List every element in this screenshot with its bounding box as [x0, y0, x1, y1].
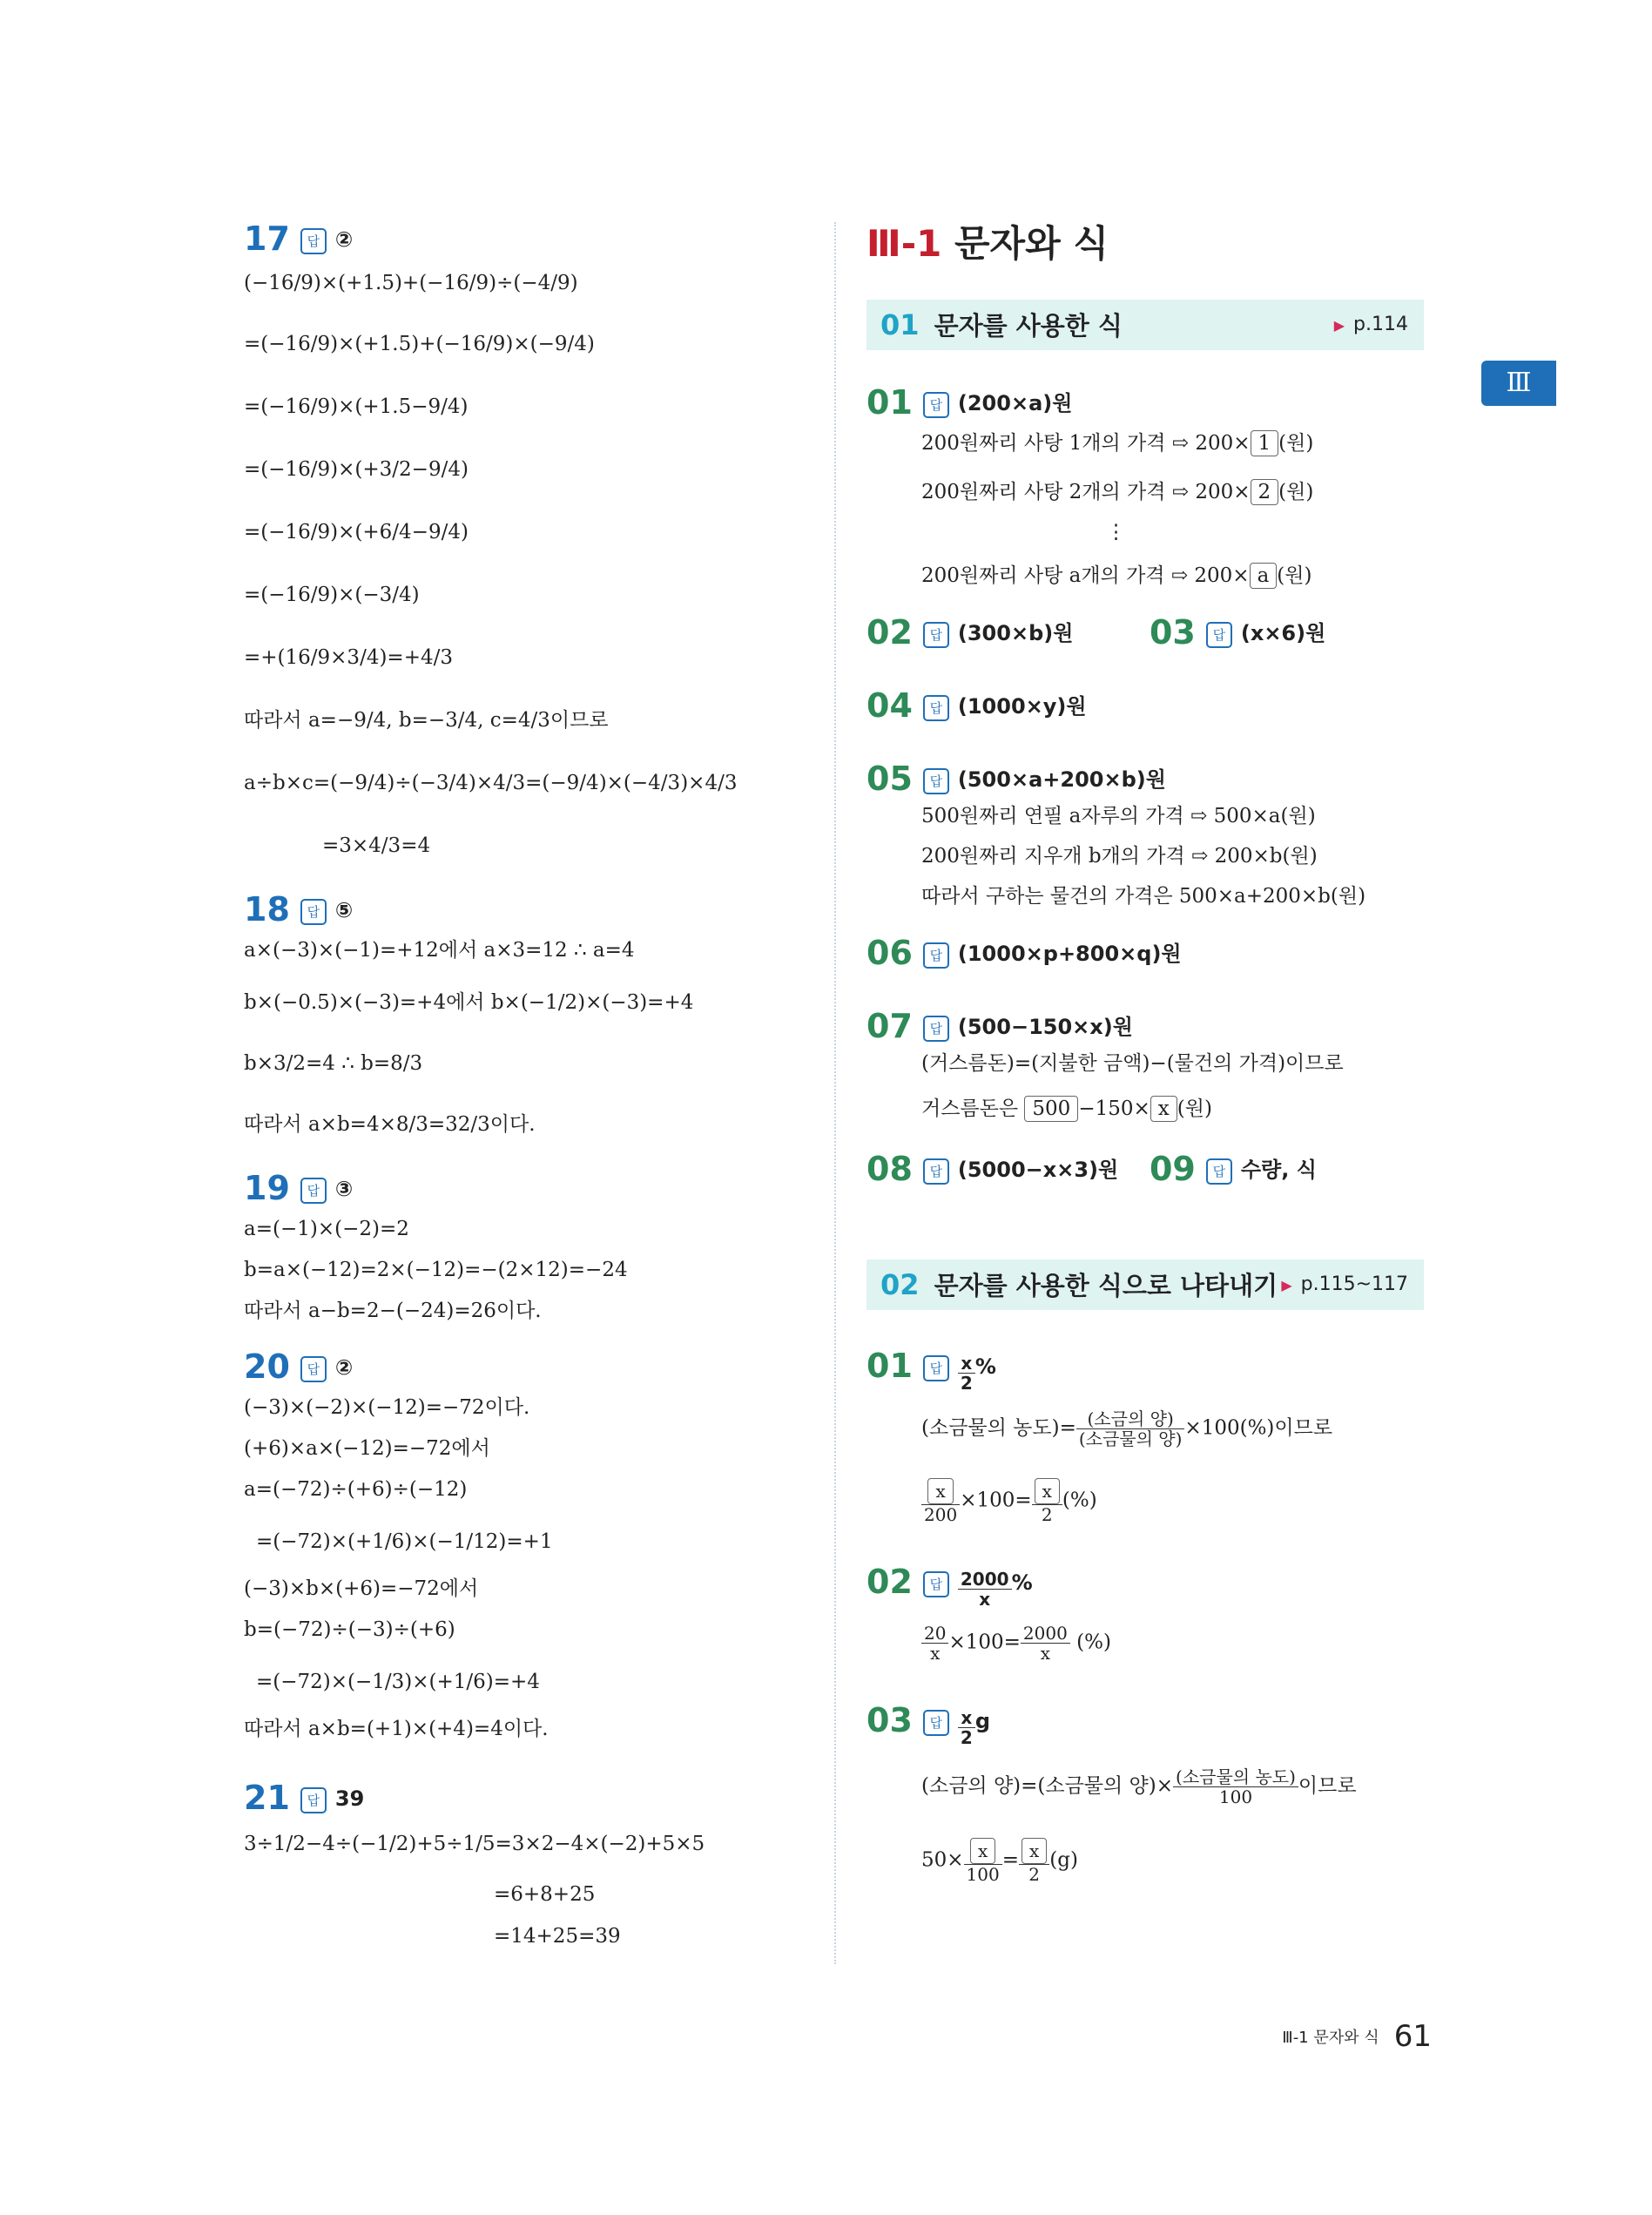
line-text: (소금물의 농도)=	[921, 1416, 1076, 1440]
chapter-number: -1	[900, 222, 942, 265]
answer-box: x	[1022, 1838, 1047, 1864]
fraction	[1019, 1838, 1049, 1884]
problem-18	[244, 888, 801, 1167]
answer-badge: 답	[923, 768, 949, 794]
solution-line	[866, 1096, 1424, 1122]
solution-line: (−3)×b×(+6)=−72에서	[244, 1577, 479, 1600]
page-reference-link[interactable]	[1281, 1259, 1408, 1311]
numerator: (소금물의 농도)	[1173, 1767, 1298, 1787]
numerator: 2000	[1021, 1624, 1070, 1644]
section-header-02	[866, 1259, 1424, 1310]
solution-line: 3÷1/2−4÷(−1/2)+5÷1/5=3×2−4×(−2)+5×5	[244, 1833, 705, 1855]
fraction	[1032, 1478, 1062, 1524]
question-number: 01	[866, 383, 913, 422]
question-2-03	[866, 1699, 1424, 1884]
fraction	[921, 1624, 948, 1663]
question-2-01	[866, 1345, 1424, 1524]
solution-line: b×3/2=4 ∴ b=8/3	[244, 1052, 423, 1075]
fraction	[1076, 1409, 1185, 1449]
question-number: 04	[866, 686, 913, 725]
chapter-title	[866, 218, 1424, 270]
denominator: 2	[1028, 1864, 1041, 1885]
solution-line	[866, 1409, 1424, 1449]
line-text: 200원짜리 사탕 1개의 가격 ⇨ 200×	[921, 432, 1251, 455]
answer-text: ②	[334, 227, 354, 252]
triangle-icon: ▶	[1333, 317, 1345, 334]
question-number: 06	[866, 934, 913, 972]
solution-line: =+(16/9×3/4)=+4/3	[244, 646, 453, 669]
chapter-roman: Ⅲ	[866, 222, 901, 265]
answer-badge: 답	[923, 695, 949, 721]
answer-text: (300×b)원	[957, 621, 1074, 645]
problem-number: 19	[244, 1169, 290, 1207]
unit-text: (g)	[1049, 1848, 1078, 1872]
unit-text: (원)	[1277, 564, 1312, 587]
question-number: 02	[866, 613, 913, 652]
answer-text: ③	[334, 1177, 354, 1201]
answer-badge: 답	[300, 899, 327, 925]
page-number: 61	[1393, 2019, 1432, 2054]
solution-line: b×(−0.5)×(−3)=+4에서 b×(−1/2)×(−3)=+4	[244, 991, 694, 1014]
answer-fraction	[958, 1708, 975, 1747]
line-text: 200원짜리 사탕 a개의 가격 ⇨ 200×	[921, 564, 1250, 587]
answer-badge: 답	[923, 1710, 949, 1736]
answer-text: (500×a+200×b)원	[957, 767, 1166, 792]
solution-line: a=(−72)÷(+6)÷(−12)	[244, 1478, 468, 1501]
solution-line: =(−72)×(+1/6)×(−1/12)=+1	[256, 1530, 553, 1553]
question-04	[866, 685, 1424, 726]
question-2-02	[866, 1561, 1424, 1663]
footer-roman: Ⅲ	[1282, 2029, 1293, 2047]
solution-line	[866, 479, 1424, 505]
unit-text: %	[974, 1354, 996, 1379]
answer-text: 수량, 식	[1240, 1158, 1317, 1182]
solution-line: (거스름돈)=(지불한 금액)−(물건의 가격)이므로	[921, 1052, 1344, 1075]
answer-fraction	[958, 1570, 1012, 1609]
answer-text: ⑤	[334, 898, 354, 922]
problem-19	[244, 1167, 801, 1346]
question-number: 03	[866, 1701, 913, 1739]
answer-box: a	[1250, 563, 1278, 589]
fraction	[1173, 1767, 1298, 1806]
solution-line	[866, 1624, 1424, 1663]
footer-label	[1282, 2029, 1379, 2047]
denominator: x	[930, 1643, 941, 1664]
denominator: (소금물의 양)	[1078, 1428, 1183, 1449]
problem-number: 18	[244, 890, 290, 929]
section-title: 문자를 사용한 식	[934, 311, 1123, 341]
problem-20	[244, 1346, 801, 1777]
line-text: ×100=	[948, 1631, 1021, 1654]
solution-line: a=(−1)×(−2)=2	[244, 1218, 409, 1240]
column-divider	[834, 222, 836, 1964]
question-05	[866, 758, 1424, 909]
question-number: 05	[866, 760, 913, 798]
solution-line: =(−72)×(−1/3)×(+1/6)=+4	[256, 1671, 540, 1693]
question-07	[866, 1005, 1424, 1122]
answer-badge: 답	[923, 942, 949, 969]
answer-badge: 답	[923, 1571, 949, 1597]
answer-badge: 답	[300, 228, 327, 254]
answer-text: (1000×p+800×q)원	[957, 942, 1182, 966]
line-text: ×100=	[960, 1489, 1032, 1512]
ellipsis: ⋮	[1106, 521, 1126, 544]
answer-badge: 답	[300, 1356, 327, 1382]
answer-text: (5000−x×3)원	[957, 1158, 1119, 1182]
section-header-01	[866, 300, 1424, 350]
unit-text: (%)	[1062, 1489, 1097, 1512]
solution-line: =(−16/9)×(+3/2−9/4)	[244, 458, 469, 481]
line-text: ×100(%)이므로	[1184, 1416, 1333, 1440]
line-text: 이므로	[1298, 1774, 1357, 1798]
solution-line: 500원짜리 연필 a자루의 가격 ⇨ 500×a(원)	[921, 805, 1316, 827]
line-text: −150×	[1078, 1097, 1150, 1120]
answer-badge: 답	[300, 1787, 327, 1813]
answer-fraction	[958, 1354, 975, 1393]
answer-text: (200×a)원	[957, 391, 1073, 415]
solution-line: 따라서 a−b=2−(−24)=26이다.	[244, 1300, 542, 1322]
problem-number: 20	[244, 1347, 290, 1386]
numerator: x	[958, 1354, 975, 1374]
solution-line	[866, 563, 1424, 589]
solution-line: a÷b×c=(−9/4)÷(−3/4)×4/3=(−9/4)×(−4/3)×4/3	[244, 772, 738, 794]
question-number: 02	[866, 1563, 913, 1601]
answer-box: x	[927, 1478, 953, 1504]
solution-line: (+6)×a×(−12)=−72에서	[244, 1437, 490, 1460]
page-reference: p.114	[1353, 314, 1408, 335]
answer-text: ②	[334, 1355, 354, 1380]
answer-text: 39	[334, 1786, 365, 1811]
solution-line: 200원짜리 지우개 b개의 가격 ⇨ 200×b(원)	[921, 845, 1318, 868]
solution-line: =(−16/9)×(+1.5−9/4)	[244, 395, 469, 418]
answer-box: 2	[1251, 479, 1279, 505]
line-text: 200원짜리 사탕 2개의 가격 ⇨ 200×	[921, 481, 1251, 503]
denominator: 200	[924, 1504, 958, 1525]
solution-line: 따라서 a×b=(+1)×(+4)=4이다.	[244, 1718, 549, 1740]
left-column	[244, 218, 801, 1949]
solution-line	[866, 1767, 1424, 1806]
section-number: 02	[880, 1268, 920, 1301]
denominator: 100	[966, 1864, 1000, 1885]
unit-text: (원)	[1278, 432, 1314, 455]
problem-number: 21	[244, 1779, 290, 1817]
line-text: (소금의 양)=(소금물의 양)×	[921, 1774, 1174, 1798]
page-reference-link[interactable]	[1334, 300, 1408, 351]
answer-text: (x×6)원	[1240, 621, 1326, 645]
question-number: 01	[866, 1347, 913, 1385]
footer-chapter: -1 문자와 식	[1292, 2029, 1379, 2047]
answer-badge: 답	[923, 1016, 949, 1042]
answer-box: 1	[1251, 430, 1279, 456]
answer-badge: 답	[923, 622, 949, 648]
question-02-03	[866, 611, 1424, 653]
fraction	[964, 1838, 1002, 1884]
solution-line: 따라서 a=−9/4, b=−3/4, c=4/3이므로	[244, 709, 609, 732]
question-06	[866, 932, 1424, 974]
solution-line: b=a×(−12)=2×(−12)=−(2×12)=−24	[244, 1259, 628, 1281]
question-number: 09	[1149, 1150, 1196, 1188]
denominator: x	[1040, 1643, 1050, 1664]
solution-line: =14+25=39	[494, 1925, 621, 1948]
line-text: 50×	[921, 1848, 964, 1872]
solution-line	[866, 430, 1424, 456]
solution-line: =(−16/9)×(+1.5)+(−16/9)×(−9/4)	[244, 333, 595, 355]
denominator: x	[979, 1589, 991, 1610]
question-01	[866, 382, 1424, 589]
solution-line	[866, 1838, 1424, 1884]
question-08-09	[866, 1148, 1424, 1190]
denominator: 2	[960, 1373, 973, 1394]
numerator: 2000	[958, 1570, 1012, 1590]
question-number: 03	[1149, 613, 1196, 652]
fraction	[921, 1478, 960, 1524]
chapter-side-tab[interactable]: Ⅲ	[1481, 361, 1556, 406]
answer-box: x	[970, 1838, 995, 1864]
denominator: 2	[960, 1727, 973, 1748]
answer-badge: 답	[1206, 1158, 1232, 1185]
unit-text: (원)	[1177, 1097, 1212, 1120]
triangle-icon: ▶	[1281, 1277, 1292, 1293]
solution-line: b=(−72)÷(−3)÷(+6)	[244, 1618, 455, 1641]
problem-number: 17	[244, 219, 290, 258]
answer-badge: 답	[923, 392, 949, 418]
answer-text: (500−150×x)원	[957, 1015, 1133, 1039]
answer-badge: 답	[923, 1355, 949, 1381]
solution-line: 따라서 구하는 물건의 가격은 500×a+200×b(원)	[921, 885, 1366, 908]
answer-text: (1000×y)원	[957, 694, 1087, 719]
line-text: =	[1001, 1848, 1020, 1872]
solution-line: =(−16/9)×(−3/4)	[244, 584, 420, 606]
unit-text: %	[1011, 1570, 1033, 1595]
solution-line: (−16/9)×(+1.5)+(−16/9)÷(−4/9)	[244, 272, 578, 294]
unit-text: g	[974, 1709, 990, 1733]
solution-line: =6+8+25	[494, 1883, 596, 1906]
right-column	[866, 218, 1424, 1884]
answer-badge: 답	[300, 1178, 327, 1204]
denominator: 2	[1041, 1504, 1053, 1525]
solution-line: =(−16/9)×(+6/4−9/4)	[244, 521, 469, 544]
answer-badge: 답	[1206, 622, 1232, 648]
fraction	[1021, 1624, 1070, 1663]
answer-box: 500	[1024, 1096, 1078, 1122]
solution-line: a×(−3)×(−1)=+12에서 a×3=12 ∴ a=4	[244, 939, 635, 962]
solution-line: 따라서 a×b=4×8/3=32/3이다.	[244, 1113, 536, 1136]
question-number: 07	[866, 1007, 913, 1045]
chapter-name: 문자와 식	[954, 222, 1109, 265]
denominator: 100	[1218, 1786, 1253, 1807]
unit-text: (%)	[1069, 1631, 1111, 1654]
numerator: (소금의 양)	[1076, 1409, 1185, 1429]
problem-17	[244, 218, 801, 888]
solution-line	[866, 1478, 1424, 1524]
unit-text: (원)	[1278, 481, 1314, 503]
question-number: 08	[866, 1150, 913, 1188]
page-reference: p.115~117	[1300, 1273, 1408, 1295]
solution-line: (−3)×(−2)×(−12)=−72이다.	[244, 1396, 530, 1419]
answer-box: x	[1150, 1096, 1177, 1122]
numerator: 20	[921, 1624, 948, 1644]
line-text: 거스름돈은	[921, 1097, 1025, 1120]
section-number: 01	[880, 308, 920, 341]
numerator: x	[958, 1708, 975, 1728]
problem-21	[244, 1777, 801, 1949]
answer-badge: 답	[923, 1158, 949, 1185]
solution-line: =3×4/3=4	[322, 834, 431, 857]
answer-box: x	[1035, 1478, 1060, 1504]
section-title: 문자를 사용한 식으로 나타내기	[934, 1271, 1278, 1300]
page-footer	[1282, 2019, 1432, 2054]
